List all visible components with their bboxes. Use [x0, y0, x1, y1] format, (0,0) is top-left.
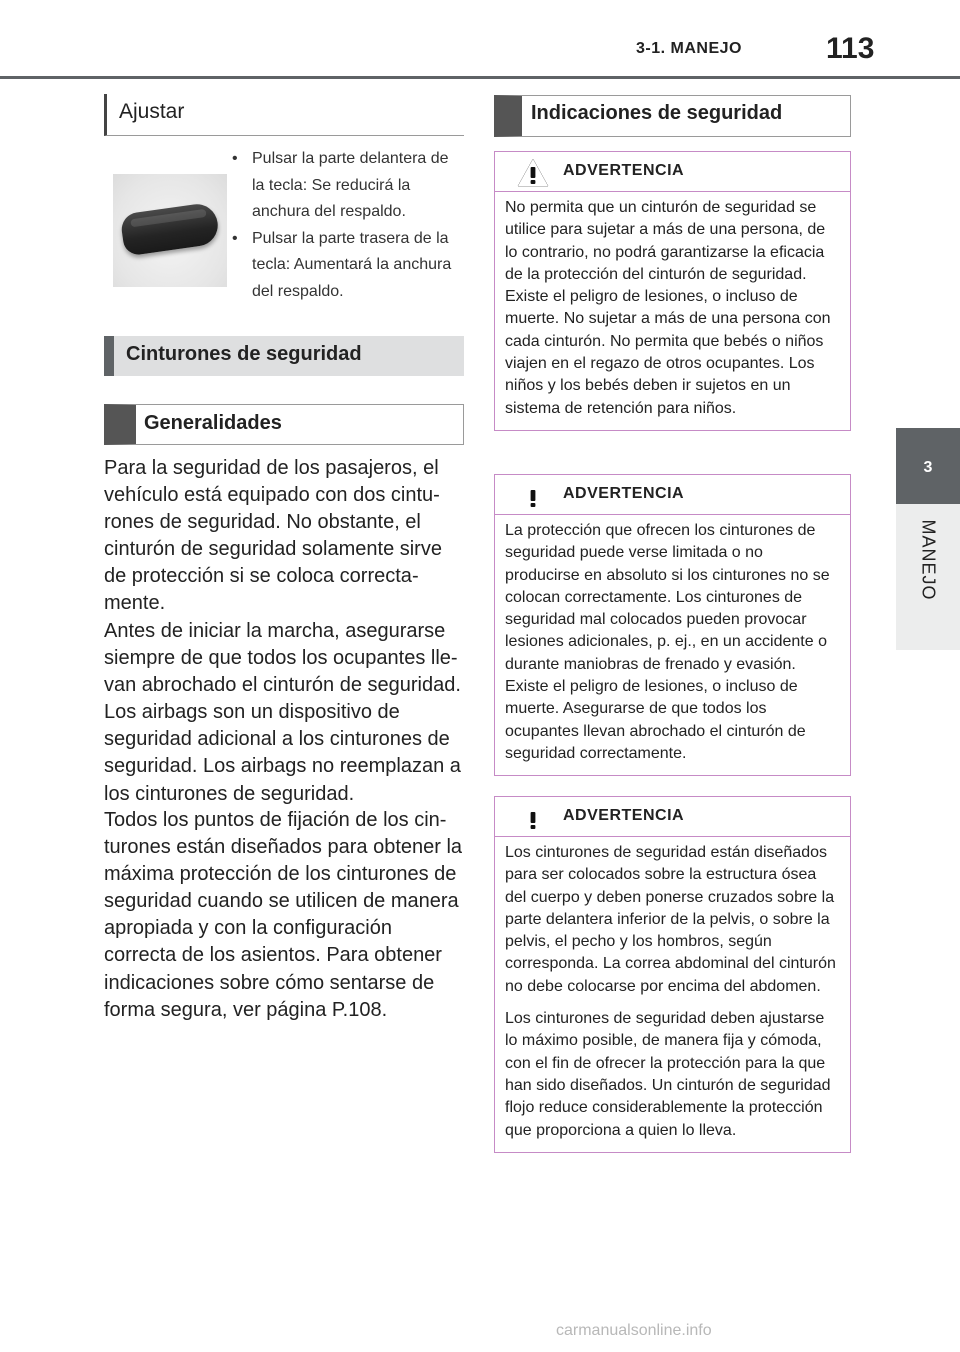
safety-heading: [494, 95, 851, 137]
warning-header: [495, 475, 850, 515]
header-divider: [0, 76, 960, 79]
body-paragraph: Todos los puntos de fijación de los cinturones están diseñados para obtener la máxima protección de los cinturones de seguridad cuando se utilicen de manera apropiada y con la configuración correcta de los asientos. Para obtener indicaciones sobre cómo sentarse de forma segura, ver página P.108.: [104, 809, 463, 1021]
warning-title: ADVERTENCIA: [563, 807, 685, 824]
seat-width-button-photo: [113, 174, 227, 287]
page-number: 113: [826, 32, 875, 65]
chapter-tab: 3: [896, 428, 960, 504]
section-header: 3-1. MANEJO: [636, 40, 742, 57]
subsection-title: [104, 404, 464, 445]
adjust-heading: [104, 94, 464, 136]
warning-box: [494, 796, 851, 1153]
warning-paragraph: No permita que un cinturón de seguridad se utilice para sujetar a más de una persona, de lo contrario, no podrá garantizarse la eficacia de la protección del cinturón de seguridad. Existe el peligro de lesiones, o incluso de muerte. No sujetar a más de una persona con cada cinturón. No permita que bebés o niños viajen en el regazo de otros ocupantes. Los niños y los bebés deben ir sujetos en un sistema de retención para niños.: [505, 199, 831, 417]
warning-body: [495, 192, 850, 430]
warning-triangle-icon: [517, 158, 549, 187]
warning-triangle-icon: [517, 803, 549, 832]
adjust-instruction-front: • Pulsar la parte delantera de la tecla: Se reducirá la anchura del respaldo.: [232, 146, 464, 226]
warning-title: ADVERTENCIA: [563, 485, 685, 502]
warning-box: [494, 151, 851, 431]
warning-body: [495, 515, 850, 775]
warning-paragraph: Los cinturones de seguridad están diseñados para ser colocados sobre la estructura ósea del cuerpo y deben ponerse cruzados sobre la parte delantera inferior de la pelvis, o sobre la pelvis, el pecho y los hombros, según corresponda. La correa abdominal del cinturón no debe colocarse por encima del abdomen.: [505, 844, 836, 995]
body-paragraph: Antes de iniciar la marcha, asegurarse siempre de que todos los ocupantes llevan abrochado el cinturón de seguridad. Los airbags son un dispositivo de seguridad adicional a los cinturones de seguridad. Los airbags no reemplazan a los cinturones de seguridad.: [104, 620, 461, 805]
subsection-title-text: Generalidades: [144, 412, 282, 434]
warning-header: [495, 152, 850, 192]
warning-box: [494, 474, 851, 776]
chapter-label: MANEJO: [918, 519, 939, 601]
warning-body: [495, 837, 850, 1152]
section-title: [104, 336, 464, 376]
warning-triangle-icon: [517, 481, 549, 510]
warning-paragraph: La protección que ofrecen los cinturones de seguridad puede verse limitada o no producirse en absoluto si los cinturones no se colocan correctamente. Los cinturones de seguridad mal colocados pueden provocar lesiones adicionales, p. ej., en un accidente o durante maniobras de frenado y evasión. Existe el peligro de lesiones, o incluso de muerte. Asegurarse de que todos los ocupantes llevan abrochado el cinturón de seguridad correctamente.: [505, 522, 830, 762]
warning-header: [495, 797, 850, 837]
section-title-text: Cinturones de seguridad: [126, 343, 362, 365]
adjust-instruction-rear: • Pulsar la parte trasera de la tecla: Aumentará la anchura del respaldo.: [232, 226, 464, 306]
adjust-instructions: [232, 146, 464, 305]
safety-heading-text: Indicaciones de seguridad: [531, 102, 783, 124]
watermark: carmanualsonline.info: [556, 1322, 712, 1339]
adjust-heading-text: Ajustar: [119, 100, 185, 123]
backrest-width-switch: [120, 202, 221, 257]
warning-title: ADVERTENCIA: [563, 162, 685, 179]
body-paragraph: Para la seguridad de los pasajeros, el vehículo está equipado con dos cinturones de seguridad. No obstante, el cinturón de seguridad solamente sirve de protección si se coloca correctamente.: [104, 457, 442, 615]
warning-paragraph: Los cinturones de seguridad deben ajustarse lo máximo posible, de manera fija y cómoda, con el fin de ofrecer la protección para la que han sido diseñados. Un cinturón de seguridad flojo reduce considerablemente la protección que proporciona a quien lo lleva.: [505, 1010, 831, 1139]
